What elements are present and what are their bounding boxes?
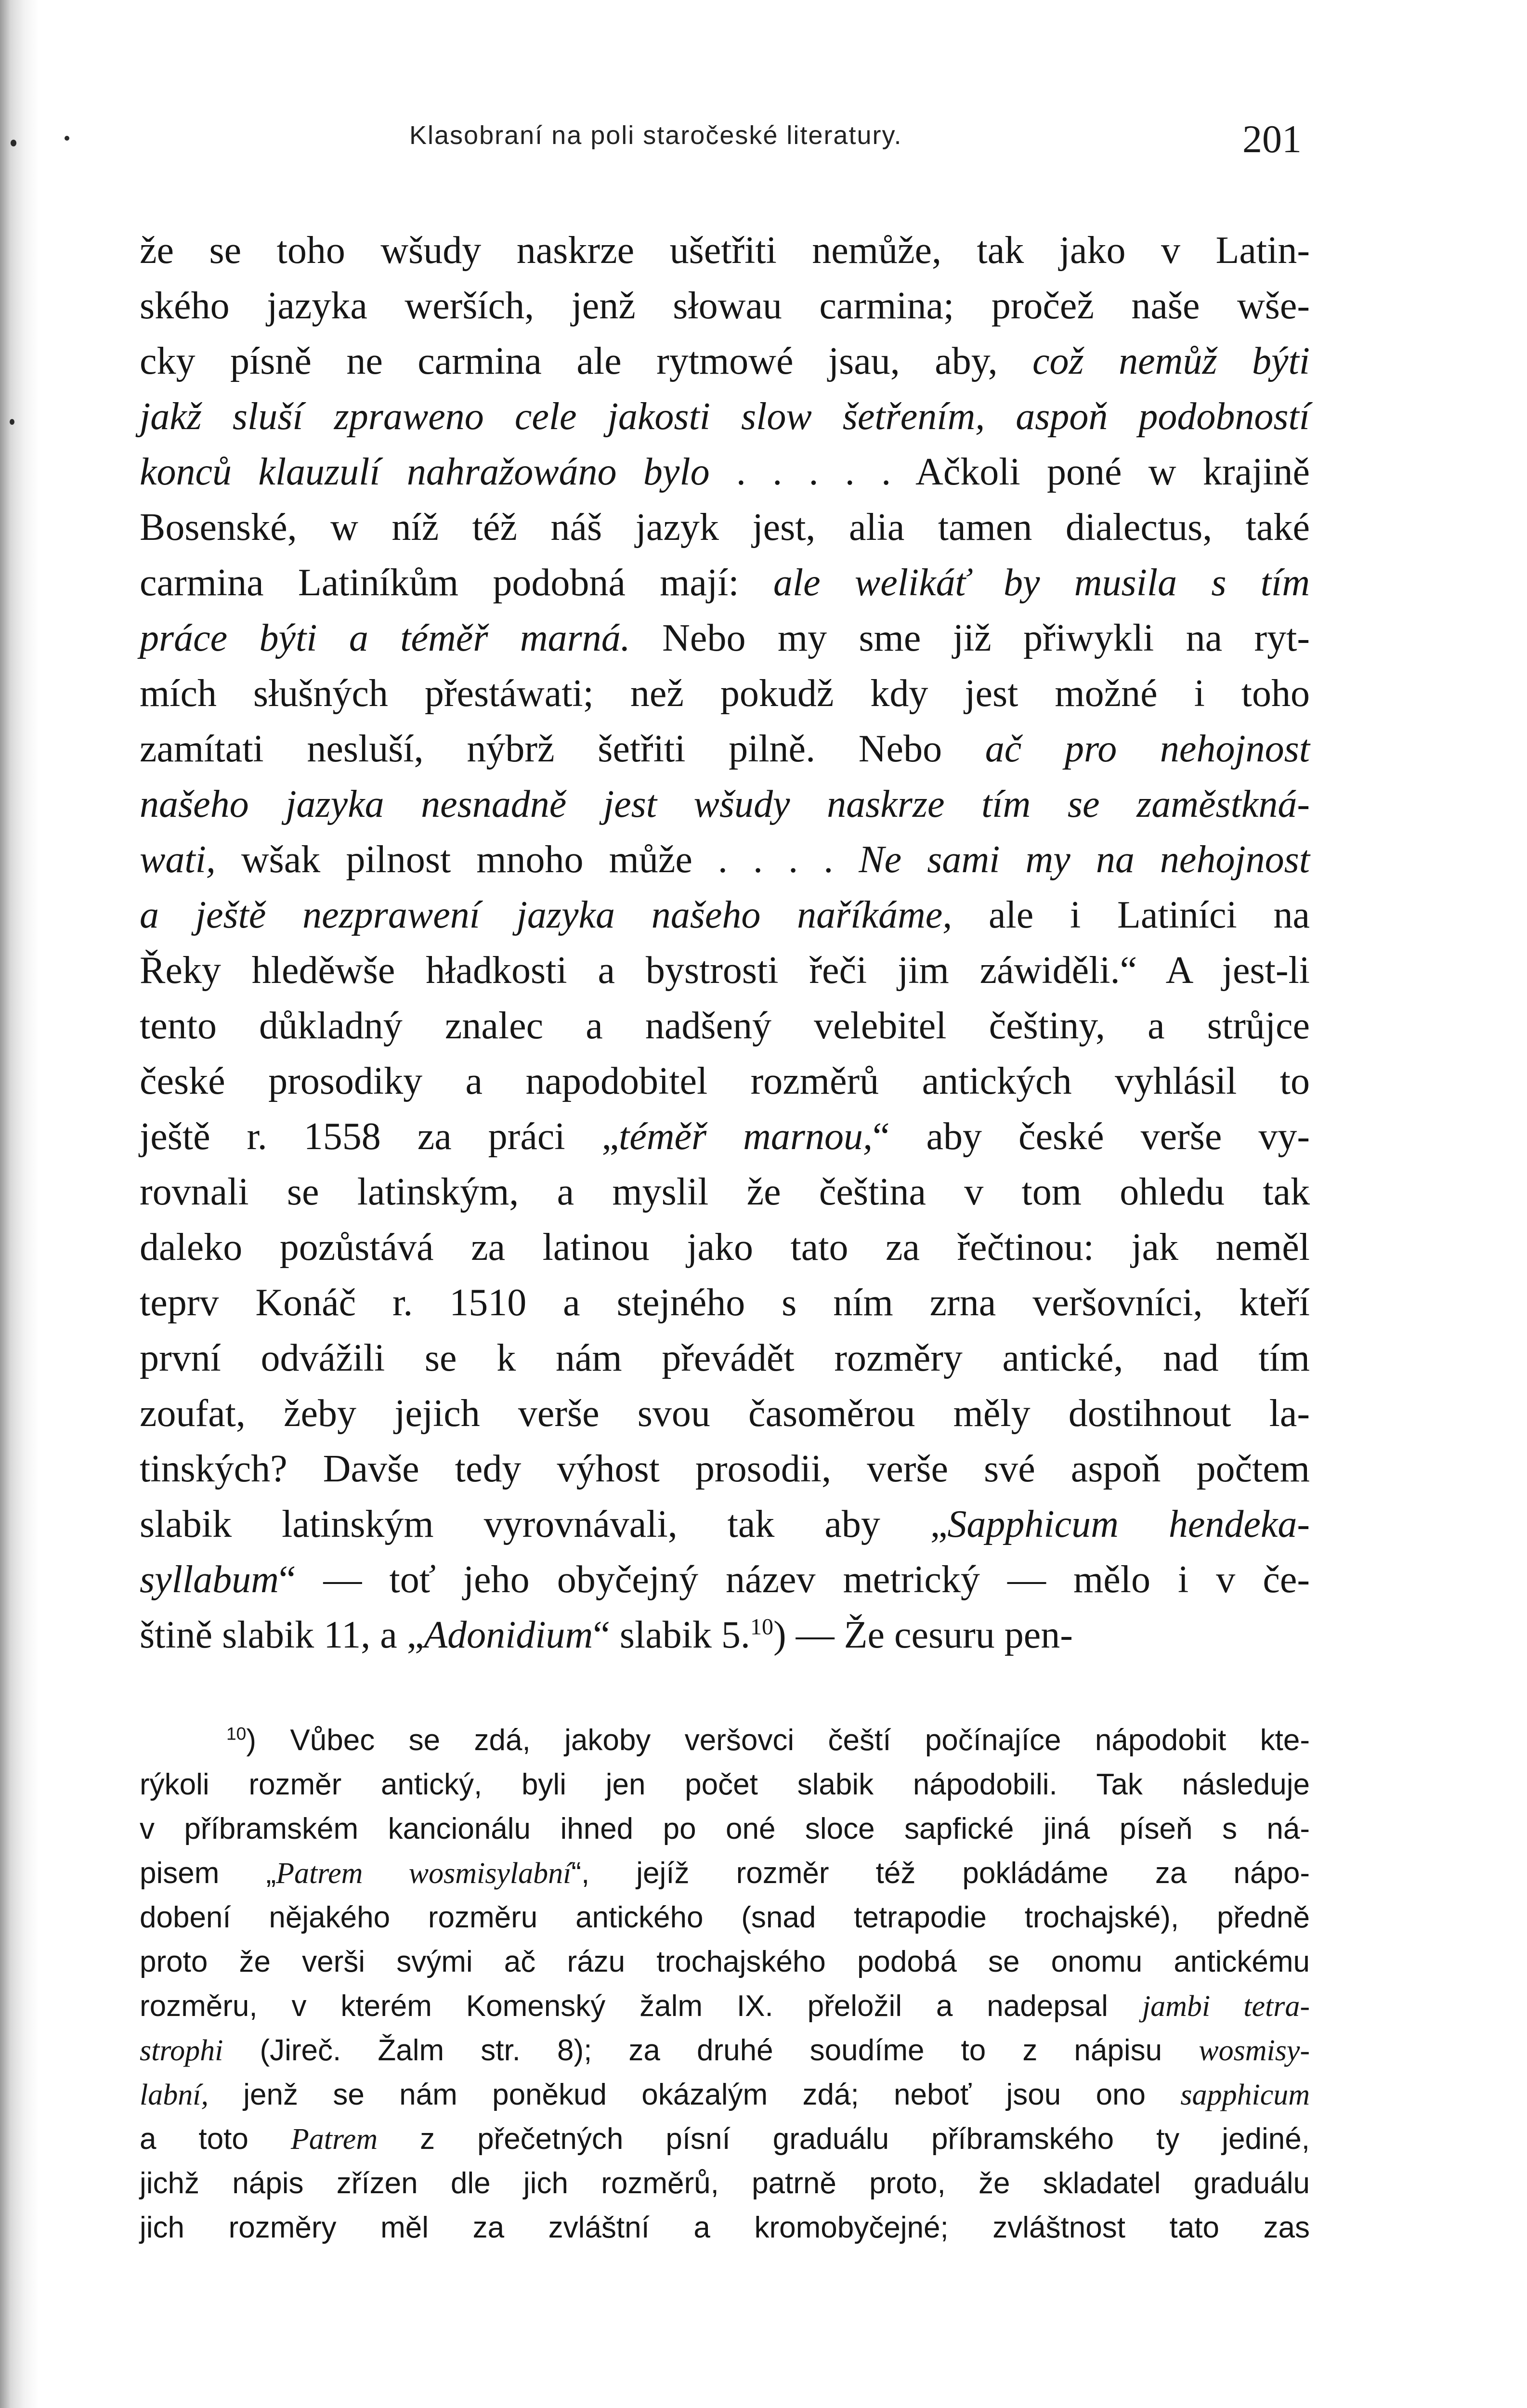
footnote-line	[140, 1718, 1310, 1763]
text-line	[140, 721, 1310, 777]
footnote-line	[140, 1851, 1310, 1896]
text-line	[140, 832, 1310, 888]
text-line	[140, 223, 1310, 278]
text-segment: “ slabik 5.	[593, 1614, 750, 1656]
scan-speck	[65, 136, 69, 141]
text-line	[140, 1441, 1310, 1497]
text-line	[140, 1165, 1310, 1220]
text-segment: první odvážili se k nám převádět rozměry antické, nad tím	[140, 1337, 1310, 1379]
italic-text: Ne sami my na nehojnost	[859, 838, 1310, 881]
text-segment: že se toho wšudy naskrze ušetřiti nemůže, tak jako v Latin-	[140, 229, 1310, 272]
text-segment: a toto	[140, 2122, 291, 2156]
main-text	[140, 223, 1310, 1663]
scan-speck	[11, 140, 16, 146]
text-line	[140, 500, 1310, 555]
text-segment: zamítati nesluší, nýbrž šetřiti pilně. Nebo	[140, 728, 985, 770]
page-scan-edge	[0, 0, 39, 2408]
text-segment: . . . . . Ačkoli poné w krajině	[709, 451, 1310, 493]
footnote-line	[140, 2117, 1310, 2161]
text-line	[140, 1275, 1310, 1331]
text-segment: wšak pilnost mnoho může . . . .	[215, 838, 859, 881]
italic-text: syllabum	[140, 1558, 279, 1601]
page-number: 201	[1242, 117, 1302, 161]
text-segment: jich rozměry měl za zvláštní a kromobyčejné; zvláštnost tato zas	[140, 2211, 1310, 2244]
text-line	[140, 334, 1310, 389]
text-line	[140, 445, 1310, 500]
italic-text: sapphicum	[1180, 2079, 1310, 2111]
text-line	[140, 1054, 1310, 1109]
footnote-line	[140, 2161, 1310, 2206]
text-segment: Bosenské, w níž též náš jazyk jest, alia tamen dialectus, také	[140, 506, 1310, 549]
text-segment: z přečetných písní graduálu příbramského ty jediné,	[378, 2122, 1310, 2156]
text-line	[140, 1552, 1310, 1608]
footnote-line	[140, 1807, 1310, 1851]
text-segment: “ — toť jeho obyčejný název metrický — mělo i v če-	[278, 1558, 1310, 1601]
text-line	[140, 777, 1310, 832]
text-segment: v příbramském kancionálu ihned po oné sloce sapfické jiná píseň s ná-	[140, 1812, 1310, 1845]
italic-text: labní,	[140, 2079, 209, 2111]
footnote-line	[140, 2073, 1310, 2117]
text-line	[140, 1331, 1310, 1386]
text-segment: carmina Latiníkům podobná mají:	[140, 562, 773, 604]
text-line	[140, 389, 1310, 445]
text-segment: české prosodiky a napodobitel rozměrů antických vyhlásil to	[140, 1060, 1310, 1102]
footnote-line	[140, 1763, 1310, 1807]
text-segment: zoufat, žeby jejich verše svou časoměrou měly dostihnout la-	[140, 1392, 1310, 1435]
italic-text: Patrem	[290, 2123, 378, 2156]
text-line	[140, 998, 1310, 1054]
italic-text: našeho jazyka nesnadně jest wšudy naskrze tím se zaměstkná-	[140, 783, 1310, 825]
text-segment: pisem „	[140, 1857, 276, 1890]
italic-text: Sapphicum hendeka-	[947, 1503, 1310, 1545]
text-segment: ského jazyka werších, jenž słowau carmina; pročež naše wše-	[140, 285, 1310, 327]
italic-text: wosmisy-	[1199, 2034, 1310, 2067]
text-segment: (Jireč. Žalm str. 8); za druhé soudíme to z nápisu	[223, 2034, 1199, 2067]
text-line	[140, 1386, 1310, 1441]
text-segment: dobení nějakého rozměru antického (snad tetrapodie trochajské), předně	[140, 1901, 1310, 1934]
text-line	[140, 611, 1310, 666]
text-line	[140, 1497, 1310, 1552]
italic-text: Patrem wosmisylabní	[276, 1857, 572, 1890]
text-segment: mích słušných přestáwati; než pokudž kdy jest možné i toho	[140, 672, 1310, 715]
italic-text: wati,	[140, 838, 216, 881]
italic-text: ač pro nehojnost	[985, 728, 1310, 770]
text-segment: proto že verši svými ač rázu trochajského podobá se onomu antickému	[140, 1945, 1310, 1978]
footnote-line	[140, 2206, 1310, 2250]
footnote-line	[140, 1940, 1310, 1984]
italic-text: jambi tetra-	[1142, 1990, 1310, 2023]
text-segment: teprv Konáč r. 1510 a stejného s ním zrna veršovníci, kteří	[140, 1282, 1310, 1324]
italic-text: Adonidium	[424, 1614, 593, 1656]
text-segment: jichž nápis zřízen dle jich rozměrů, patrně proto, že skladatel graduálu	[140, 2167, 1310, 2200]
text-segment: tinských? Davše tedy výhost prosodii, verše své aspoň počtem	[140, 1448, 1310, 1490]
text-line	[140, 1109, 1310, 1165]
italic-text: což nemůž býti	[1032, 340, 1310, 382]
footnote-line	[140, 1984, 1310, 2028]
text-segment: ale i Latiníci na	[952, 894, 1310, 936]
footnote-line	[140, 2028, 1310, 2073]
text-segment: jenž se nám poněkud okázalým zdá; neboť jsou ono	[208, 2078, 1181, 2111]
text-line	[140, 555, 1310, 611]
text-segment: “, jejíž rozměr též pokládáme za nápo-	[571, 1857, 1310, 1890]
text-segment: rozměru, v kterém Komenský žalm IX. přeložil a nadepsal	[140, 1989, 1142, 2023]
text-line	[140, 666, 1310, 721]
text-segment: ještě r. 1558 za práci „	[140, 1115, 619, 1158]
running-title: Klasobraní na poli staročeské literatury.	[409, 121, 902, 150]
scan-speck	[10, 419, 14, 425]
text-segment: tento důkladný znalec a nadšený velebitel češtiny, a strůjce	[140, 1005, 1310, 1047]
text-segment: rýkoli rozměr antický, byli jen počet slabik nápodobili. Tak následuje	[140, 1768, 1310, 1801]
text-segment: slabik latinským vyrovnávali, tak aby „	[140, 1503, 948, 1545]
text-line	[140, 1220, 1310, 1275]
italic-text: a ještě nezprawení jazyka našeho naříkáme,	[140, 894, 953, 936]
text-segment: štině slabik 11, a „	[140, 1614, 424, 1656]
text-segment: cky písně ne carmina ale rytmowé jsau, aby,	[140, 340, 1033, 382]
italic-text: ale welikáť by musila s tím	[773, 562, 1310, 604]
text-line	[140, 888, 1310, 943]
footnote-line	[140, 1896, 1310, 1940]
footnote-ref: 10	[750, 1614, 773, 1640]
italic-text: jakž sluší zprawenо cele jakosti slow šetřením, aspoň podobností	[140, 395, 1310, 438]
text-segment: ) Vůbec se zdá, jakoby veršovci čeští počínajíce nápodobit kte-	[246, 1724, 1310, 1757]
italic-text: téměř marnou,	[619, 1115, 873, 1158]
italic-text: práce býti a téměř marná.	[140, 617, 630, 659]
text-line	[140, 1608, 1310, 1663]
text-line	[140, 278, 1310, 334]
text-line	[140, 943, 1310, 998]
italic-text: strophi	[140, 2034, 223, 2067]
footnote-ref: 10	[226, 1723, 247, 1744]
text-segment: “ aby české verše vy-	[873, 1115, 1310, 1158]
text-segment: ) — Že cesuru pen-	[773, 1614, 1073, 1656]
text-segment: rovnali se latinským, a myslil že čeština v tom ohledu tak	[140, 1171, 1310, 1213]
text-segment: Nebo my sme již přiwykli na ryt-	[630, 617, 1310, 659]
footnote-block	[140, 1718, 1310, 2250]
text-segment: daleko pozůstává za latinou jako tato za řečtinou: jak neměl	[140, 1226, 1310, 1269]
text-segment: Řeky hleděwše hładkosti a bystrosti řeči jim záwiděli.“ A jest-li	[140, 949, 1310, 992]
italic-text: konců klauzulí nahražowáno bylo	[140, 451, 710, 493]
